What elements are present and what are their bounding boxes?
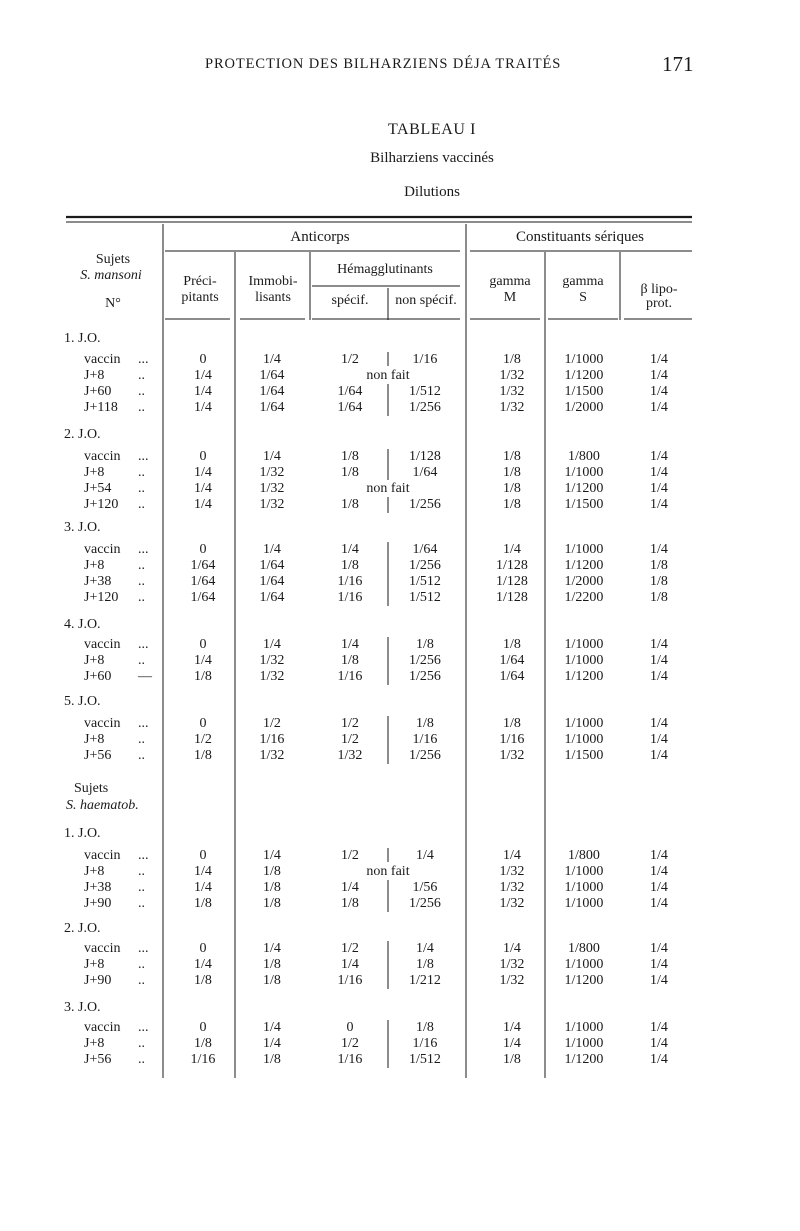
cell-immobi: 1/64	[259, 590, 285, 605]
cell-gammaS: 1/1000	[564, 465, 604, 480]
cell-immobi: 1/32	[259, 748, 285, 763]
header-gamma-m-2: M	[503, 290, 517, 305]
cell-preci: 0	[199, 848, 207, 863]
cell-nonspecif: 1/4	[416, 941, 434, 956]
cell-immobi: 1/2	[263, 716, 281, 731]
header-gamma-s-2: S	[579, 290, 587, 305]
row-time-label: J+56	[84, 1052, 112, 1067]
cell-gammaS: 1/1500	[564, 384, 604, 399]
row-time-label: J+56	[84, 748, 112, 763]
cell-immobi: 1/64	[259, 400, 285, 415]
cell-gammaM: 1/32	[499, 864, 525, 879]
row-leader-dots: ..	[138, 590, 145, 605]
header-lipo-2: prot.	[645, 296, 673, 311]
cell-gammaM: 1/8	[503, 481, 521, 496]
section-heading-species: S. haematob.	[66, 798, 139, 813]
row-time-label: vaccin	[84, 542, 121, 557]
cell-immobi: 1/8	[263, 1052, 281, 1067]
cell-specif: 1/2	[341, 941, 359, 956]
row-leader-dots: ..	[138, 368, 145, 383]
cell-specif: 1/2	[341, 848, 359, 863]
cell-lipo: 1/4	[650, 368, 668, 383]
cell-nonspecif: 1/16	[412, 732, 438, 747]
cell-preci: 1/4	[194, 957, 212, 972]
cell-preci: 0	[199, 637, 207, 652]
cell-gammaS: 1/1500	[564, 748, 604, 763]
cell-immobi: 1/4	[263, 637, 281, 652]
row-time-label: J+8	[84, 368, 105, 383]
cell-nonspecif: 1/256	[409, 748, 441, 763]
cell-nonspecif: 1/16	[412, 1036, 438, 1051]
cell-specif: 1/8	[341, 449, 359, 464]
cell-lipo: 1/4	[650, 1036, 668, 1051]
cell-immobi: 1/16	[259, 732, 285, 747]
page-number: 171	[662, 52, 694, 76]
running-head: PROTECTION DES BILHARZIENS DÉJA TRAITÉS	[205, 56, 562, 72]
cell-immobi: 1/4	[263, 542, 281, 557]
row-time-label: J+8	[84, 558, 105, 573]
cell-gammaS: 1/1000	[564, 1036, 604, 1051]
cell-gammaM: 1/32	[499, 896, 525, 911]
cell-nonspecif: 1/16	[412, 352, 438, 367]
cell-specif: 1/4	[341, 637, 359, 652]
header-immobi-2: lisants	[255, 290, 291, 305]
table-title: TABLEAU I	[387, 121, 477, 138]
row-leader-dots: ...	[138, 941, 149, 956]
cell-gammaS: 1/1000	[564, 880, 604, 895]
cell-preci: 1/4	[194, 653, 212, 668]
subject-label: 4. J.O.	[64, 617, 101, 632]
cell-lipo: 1/4	[650, 542, 668, 557]
cell-preci: 0	[199, 1020, 207, 1035]
cell-gammaS: 1/1200	[564, 1052, 604, 1067]
cell-specif: 1/8	[341, 465, 359, 480]
cell-nonfait: non fait	[366, 368, 410, 383]
cell-gammaM: 1/32	[499, 400, 525, 415]
cell-lipo: 1/8	[650, 590, 668, 605]
cell-lipo: 1/4	[650, 732, 668, 747]
cell-preci: 1/2	[194, 732, 212, 747]
header-lipo-1: β lipo-	[640, 282, 678, 297]
cell-immobi: 1/32	[259, 653, 285, 668]
cell-nonfait: non fait	[366, 864, 410, 879]
cell-immobi: 1/4	[263, 941, 281, 956]
cell-preci: 1/16	[190, 1052, 216, 1067]
cell-gammaM: 1/128	[496, 574, 528, 589]
cell-gammaM: 1/8	[503, 1052, 521, 1067]
cell-nonspecif: 1/8	[416, 716, 434, 731]
header-number: N°	[105, 296, 121, 311]
cell-preci: 1/8	[194, 896, 212, 911]
cell-nonspecif: 1/8	[416, 957, 434, 972]
cell-lipo: 1/4	[650, 449, 668, 464]
cell-gammaS: 1/1000	[564, 864, 604, 879]
cell-lipo: 1/4	[650, 465, 668, 480]
cell-specif: 1/64	[337, 384, 363, 399]
cell-gammaS: 1/1000	[564, 653, 604, 668]
cell-nonspecif: 1/64	[412, 542, 438, 557]
cell-nonspecif: 1/212	[409, 973, 441, 988]
cell-lipo: 1/4	[650, 1052, 668, 1067]
cell-specif: 1/2	[341, 352, 359, 367]
cell-nonspecif: 1/256	[409, 400, 441, 415]
cell-specif: 1/16	[337, 574, 363, 589]
row-leader-dots: ..	[138, 481, 145, 496]
cell-lipo: 1/4	[650, 973, 668, 988]
cell-nonspecif: 1/512	[409, 590, 441, 605]
header-hemagglutinants: Hémagglutinants	[337, 262, 433, 277]
cell-immobi: 1/32	[259, 481, 285, 496]
cell-preci: 1/4	[194, 864, 212, 879]
row-time-label: J+38	[84, 880, 112, 895]
cell-gammaS: 1/1000	[564, 637, 604, 652]
cell-preci: 1/4	[194, 400, 212, 415]
header-specif: spécif.	[331, 293, 369, 308]
cell-specif: 0	[346, 1020, 354, 1035]
cell-preci: 1/8	[194, 1036, 212, 1051]
row-time-label: J+54	[84, 481, 112, 496]
subject-label: 3. J.O.	[64, 520, 101, 535]
row-time-label: vaccin	[84, 848, 121, 863]
cell-lipo: 1/4	[650, 848, 668, 863]
cell-nonspecif: 1/256	[409, 558, 441, 573]
cell-gammaM: 1/32	[499, 748, 525, 763]
table-dilutions-label: Dilutions	[404, 184, 460, 200]
row-time-label: J+38	[84, 574, 112, 589]
cell-preci: 1/64	[190, 574, 216, 589]
cell-specif: 1/16	[337, 1052, 363, 1067]
cell-lipo: 1/8	[650, 558, 668, 573]
header-anticorps: Anticorps	[290, 229, 350, 245]
cell-immobi: 1/32	[259, 669, 285, 684]
row-leader-dots: ..	[138, 957, 145, 972]
row-leader-dots: ..	[138, 497, 145, 512]
cell-nonspecif: 1/8	[416, 1020, 434, 1035]
row-leader-dots: ..	[138, 896, 145, 911]
cell-gammaS: 1/2200	[564, 590, 604, 605]
cell-gammaM: 1/8	[503, 497, 521, 512]
header-s-mansoni: S. mansoni	[80, 268, 142, 283]
cell-lipo: 1/4	[650, 880, 668, 895]
subject-label: 5. J.O.	[64, 694, 101, 709]
cell-immobi: 1/64	[259, 558, 285, 573]
row-leader-dots: ..	[138, 973, 145, 988]
cell-specif: 1/8	[341, 558, 359, 573]
row-leader-dots: —	[138, 669, 152, 684]
cell-immobi: 1/32	[259, 465, 285, 480]
cell-lipo: 1/4	[650, 400, 668, 415]
cell-gammaS: 1/2000	[564, 400, 604, 415]
cell-lipo: 1/4	[650, 384, 668, 399]
cell-gammaM: 1/4	[503, 1020, 521, 1035]
cell-gammaS: 1/1500	[564, 497, 604, 512]
cell-preci: 1/4	[194, 368, 212, 383]
cell-lipo: 1/4	[650, 957, 668, 972]
cell-gammaS: 1/1000	[564, 352, 604, 367]
cell-lipo: 1/4	[650, 653, 668, 668]
row-leader-dots: ..	[138, 653, 145, 668]
row-time-label: J+60	[84, 669, 112, 684]
cell-nonspecif: 1/56	[412, 880, 438, 895]
row-leader-dots: ...	[138, 637, 149, 652]
cell-immobi: 1/8	[263, 896, 281, 911]
row-time-label: J+8	[84, 1036, 105, 1051]
cell-nonspecif: 1/256	[409, 896, 441, 911]
cell-lipo: 1/4	[650, 748, 668, 763]
cell-nonspecif: 1/512	[409, 384, 441, 399]
cell-preci: 1/4	[194, 384, 212, 399]
cell-specif: 1/32	[337, 748, 363, 763]
cell-gammaS: 1/1200	[564, 669, 604, 684]
cell-gammaM: 1/32	[499, 368, 525, 383]
cell-gammaM: 1/8	[503, 352, 521, 367]
subject-label: 1. J.O.	[64, 331, 101, 346]
cell-immobi: 1/4	[263, 848, 281, 863]
row-leader-dots: ..	[138, 558, 145, 573]
cell-nonspecif: 1/128	[409, 449, 441, 464]
cell-specif: 1/16	[337, 590, 363, 605]
cell-gammaM: 1/64	[499, 669, 525, 684]
header-preci-2: pitants	[181, 290, 219, 305]
cell-gammaS: 1/800	[568, 941, 600, 956]
cell-gammaS: 1/1200	[564, 368, 604, 383]
cell-specif: 1/8	[341, 896, 359, 911]
cell-gammaS: 1/1000	[564, 732, 604, 747]
cell-immobi: 1/64	[259, 574, 285, 589]
cell-lipo: 1/4	[650, 864, 668, 879]
section-heading-sujets: Sujets	[74, 781, 109, 796]
cell-preci: 1/4	[194, 465, 212, 480]
cell-lipo: 1/8	[650, 574, 668, 589]
subject-label: 2. J.O.	[64, 427, 101, 442]
row-time-label: J+118	[84, 400, 118, 415]
cell-gammaM: 1/32	[499, 880, 525, 895]
cell-immobi: 1/8	[263, 880, 281, 895]
row-leader-dots: ..	[138, 384, 145, 399]
row-leader-dots: ..	[138, 465, 145, 480]
row-leader-dots: ..	[138, 864, 145, 879]
cell-specif: 1/8	[341, 653, 359, 668]
cell-gammaS: 1/1200	[564, 973, 604, 988]
header-gamma-s-1: gamma	[562, 274, 604, 289]
cell-gammaS: 1/1200	[564, 558, 604, 573]
cell-preci: 0	[199, 716, 207, 731]
cell-gammaS: 1/800	[568, 449, 600, 464]
cell-preci: 0	[199, 542, 207, 557]
cell-gammaS: 1/1000	[564, 542, 604, 557]
row-leader-dots: ..	[138, 1052, 145, 1067]
cell-gammaM: 1/8	[503, 465, 521, 480]
cell-immobi: 1/32	[259, 497, 285, 512]
subject-label: 3. J.O.	[64, 1000, 101, 1015]
row-leader-dots: ..	[138, 748, 145, 763]
cell-lipo: 1/4	[650, 481, 668, 496]
cell-gammaM: 1/16	[499, 732, 525, 747]
cell-gammaM: 1/8	[503, 449, 521, 464]
cell-preci: 1/4	[194, 481, 212, 496]
cell-gammaM: 1/64	[499, 653, 525, 668]
row-leader-dots: ...	[138, 716, 149, 731]
header-gamma-m-1: gamma	[489, 274, 531, 289]
cell-gammaS: 1/800	[568, 848, 600, 863]
row-time-label: J+8	[84, 864, 105, 879]
row-leader-dots: ..	[138, 574, 145, 589]
cell-gammaM: 1/8	[503, 637, 521, 652]
cell-lipo: 1/4	[650, 669, 668, 684]
row-leader-dots: ...	[138, 352, 149, 367]
cell-gammaM: 1/8	[503, 716, 521, 731]
cell-preci: 1/8	[194, 748, 212, 763]
cell-specif: 1/4	[341, 880, 359, 895]
cell-nonspecif: 1/256	[409, 669, 441, 684]
row-time-label: vaccin	[84, 449, 121, 464]
cell-gammaM: 1/128	[496, 590, 528, 605]
cell-lipo: 1/4	[650, 637, 668, 652]
row-time-label: J+8	[84, 732, 105, 747]
cell-gammaM: 1/32	[499, 957, 525, 972]
row-time-label: J+60	[84, 384, 112, 399]
cell-lipo: 1/4	[650, 716, 668, 731]
row-leader-dots: ..	[138, 400, 145, 415]
cell-gammaS: 1/1000	[564, 716, 604, 731]
cell-immobi: 1/64	[259, 368, 285, 383]
cell-preci: 1/8	[194, 669, 212, 684]
cell-specif: 1/16	[337, 973, 363, 988]
header-preci-1: Préci-	[183, 274, 217, 289]
table-subtitle: Bilharziens vaccinés	[370, 150, 494, 166]
cell-specif: 1/8	[341, 497, 359, 512]
cell-gammaM: 1/4	[503, 542, 521, 557]
cell-nonspecif: 1/256	[409, 497, 441, 512]
row-time-label: vaccin	[84, 941, 121, 956]
cell-nonspecif: 1/8	[416, 637, 434, 652]
row-leader-dots: ..	[138, 880, 145, 895]
row-time-label: vaccin	[84, 352, 121, 367]
cell-gammaM: 1/32	[499, 384, 525, 399]
cell-gammaS: 1/2000	[564, 574, 604, 589]
row-leader-dots: ...	[138, 848, 149, 863]
cell-preci: 0	[199, 449, 207, 464]
cell-immobi: 1/4	[263, 1036, 281, 1051]
cell-immobi: 1/64	[259, 384, 285, 399]
cell-immobi: 1/8	[263, 973, 281, 988]
cell-preci: 1/8	[194, 973, 212, 988]
cell-specif: 1/4	[341, 542, 359, 557]
cell-specif: 1/4	[341, 957, 359, 972]
row-time-label: J+120	[84, 497, 119, 512]
row-time-label: J+90	[84, 973, 112, 988]
cell-specif: 1/16	[337, 669, 363, 684]
cell-gammaS: 1/1000	[564, 896, 604, 911]
row-time-label: J+120	[84, 590, 119, 605]
cell-immobi: 1/4	[263, 1020, 281, 1035]
row-leader-dots: ..	[138, 1036, 145, 1051]
cell-lipo: 1/4	[650, 497, 668, 512]
cell-nonspecif: 1/256	[409, 653, 441, 668]
cell-preci: 0	[199, 352, 207, 367]
cell-preci: 1/4	[194, 497, 212, 512]
cell-immobi: 1/4	[263, 352, 281, 367]
cell-gammaM: 1/4	[503, 1036, 521, 1051]
cell-preci: 0	[199, 941, 207, 956]
cell-gammaM: 1/32	[499, 973, 525, 988]
cell-gammaM: 1/4	[503, 848, 521, 863]
cell-gammaM: 1/4	[503, 941, 521, 956]
cell-immobi: 1/8	[263, 864, 281, 879]
row-leader-dots: ...	[138, 449, 149, 464]
cell-gammaM: 1/128	[496, 558, 528, 573]
row-time-label: J+8	[84, 653, 105, 668]
cell-nonspecif: 1/512	[409, 574, 441, 589]
cell-preci: 1/64	[190, 590, 216, 605]
row-time-label: vaccin	[84, 637, 121, 652]
subject-label: 1. J.O.	[64, 826, 101, 841]
cell-preci: 1/64	[190, 558, 216, 573]
row-time-label: vaccin	[84, 716, 121, 731]
cell-gammaS: 1/1200	[564, 481, 604, 496]
row-time-label: J+8	[84, 957, 105, 972]
cell-nonspecif: 1/4	[416, 848, 434, 863]
row-leader-dots: ..	[138, 732, 145, 747]
cell-nonfait: non fait	[366, 481, 410, 496]
header-immobi-1: Immobi-	[248, 274, 298, 289]
row-time-label: J+8	[84, 465, 105, 480]
row-leader-dots: ...	[138, 1020, 149, 1035]
row-time-label: vaccin	[84, 1020, 121, 1035]
cell-specif: 1/2	[341, 1036, 359, 1051]
subject-label: 2. J.O.	[64, 921, 101, 936]
cell-specif: 1/2	[341, 716, 359, 731]
cell-gammaS: 1/1000	[564, 1020, 604, 1035]
cell-lipo: 1/4	[650, 941, 668, 956]
cell-specif: 1/64	[337, 400, 363, 415]
header-sujets: Sujets	[95, 252, 131, 267]
header-non-specif: non spécif.	[395, 293, 457, 308]
cell-immobi: 1/8	[263, 957, 281, 972]
cell-lipo: 1/4	[650, 896, 668, 911]
cell-lipo: 1/4	[650, 352, 668, 367]
cell-lipo: 1/4	[650, 1020, 668, 1035]
header-constituants: Constituants sériques	[516, 229, 644, 245]
row-leader-dots: ...	[138, 542, 149, 557]
cell-nonspecif: 1/64	[412, 465, 438, 480]
cell-nonspecif: 1/512	[409, 1052, 441, 1067]
cell-gammaS: 1/1000	[564, 957, 604, 972]
cell-specif: 1/2	[341, 732, 359, 747]
cell-preci: 1/4	[194, 880, 212, 895]
row-time-label: J+90	[84, 896, 112, 911]
cell-immobi: 1/4	[263, 449, 281, 464]
